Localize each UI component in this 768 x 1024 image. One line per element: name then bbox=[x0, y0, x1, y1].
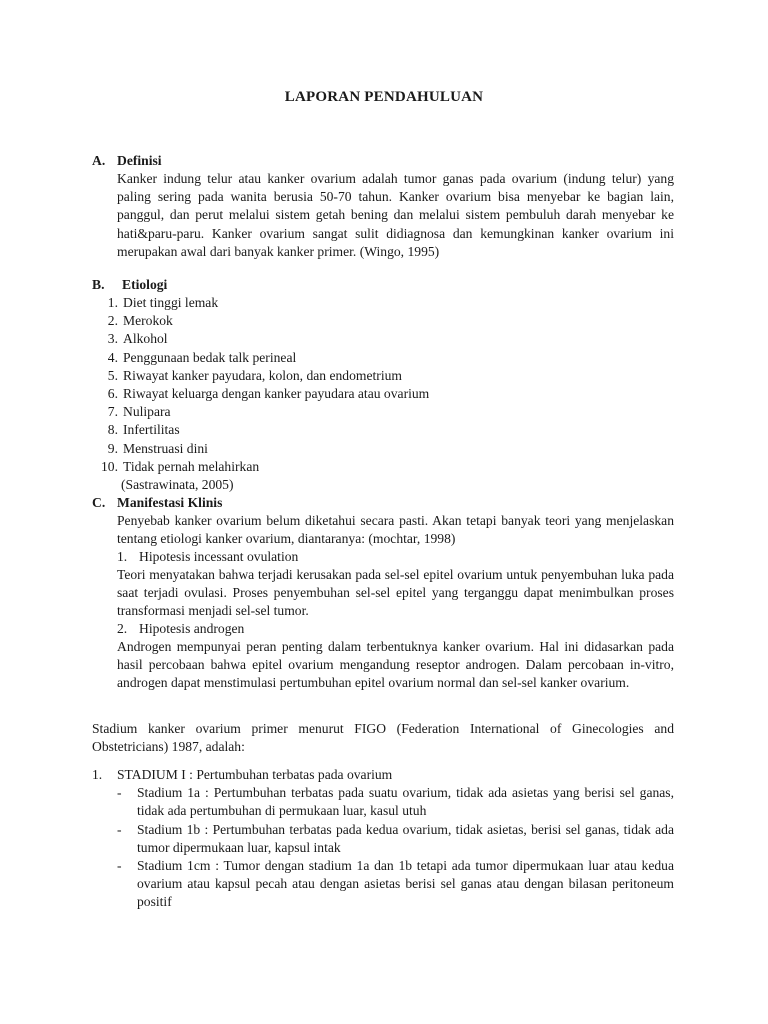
stage-1b-item bbox=[117, 821, 674, 857]
list-item: 1. Diet tinggi lemak bbox=[107, 295, 219, 310]
etiology-citation: (Sastrawinata, 2005) bbox=[121, 477, 234, 492]
list-item: 3. Alkohol bbox=[107, 331, 168, 347]
section-c-intro: Penyebab kanker ovarium belum diketahui secara pasti. Akan tetapi banyak teori yang menjelaskan tentang etiologi kanker ovarium, diantaranya: (mochtar, 1998) bbox=[117, 513, 674, 547]
stage-1c-text: Stadium 1cm : Tumor dengan stadium 1a dan 1b tetapi ada tumor dipermukaan luar atau kedua ovarium atau kapsul pecah atau dengan asietas berisi sel ganas atau dengan bilasan peritoneum positif bbox=[137, 858, 674, 910]
etiology-list bbox=[98, 294, 429, 476]
hypothesis-2-text: Androgen mempunyai peran penting dalam terbentuknya kanker ovarium. Hal ini didasarkan pada hasil percobaan bahwa epitel ovarium mengandung reseptor androgen. Dalam percobaan in-vitro, androgen dapat menstimulasi pertumbuhan epitel ovarium normal dan sel-sel kanker ovarium. bbox=[117, 639, 674, 691]
section-a-heading bbox=[92, 152, 162, 170]
document-title: LAPORAN PENDAHULUAN bbox=[284, 89, 484, 105]
hypothesis-1-heading: 1. Hipotesis incessant ovulation bbox=[117, 549, 299, 564]
list-item: 5. Riwayat kanker payudara, kolon, dan endometrium bbox=[107, 367, 402, 383]
list-item: 9. Menstruasi dini bbox=[107, 440, 208, 456]
section-a-marker: A. bbox=[92, 153, 106, 168]
stage-1a-text: Stadium 1a : Pertumbuhan terbatas pada suatu ovarium, tidak ada asietas yang berisi sel ganas, tidak ada pertumbuhan di permukaan luar, kasul utuh bbox=[137, 785, 674, 819]
list-item: 6. Riwayat keluarga dengan kanker payudara atau ovarium bbox=[107, 386, 430, 402]
stage-1b-text: Stadium 1b : Pertumbuhan terbatas pada kedua ovarium, tidak asietas, berisi sel ganas, tidak ada tumor dipermukaan luar, kapsul intak bbox=[137, 822, 674, 856]
dash-bullet: - bbox=[117, 785, 122, 800]
stage-1a-item bbox=[117, 784, 674, 820]
stage-1-heading: 1. STADIUM I : Pertumbuhan terbatas pada ovarium bbox=[92, 767, 393, 782]
section-b-title: Etiologi bbox=[122, 277, 168, 292]
list-item: 10. Tidak pernah melahirkan bbox=[101, 458, 260, 474]
dash-bullet: - bbox=[117, 822, 122, 837]
hypothesis-1-text: Teori menyatakan bahwa terjadi kerusakan pada sel-sel epitel ovarium untuk penyembuhan luka pada saat terjadi ovulasi. Proses penyembuhan sel-sel epitel yang terganggu dapat menimbulkan proses transformasi menjadi sel-sel tumor. bbox=[117, 567, 674, 619]
list-item: 8. Infertilitas bbox=[107, 422, 180, 438]
section-b-marker: B. bbox=[92, 277, 105, 292]
section-c-title: Manifestasi Klinis bbox=[117, 495, 223, 510]
section-a-title: Definisi bbox=[117, 153, 162, 168]
section-b-heading bbox=[92, 276, 167, 294]
section-a-text: Kanker indung telur atau kanker ovarium adalah tumor ganas pada ovarium (indung telur) yang paling sering pada wanita berusia 50-70 tahun. Kanker ovarium bisa menyebar ke bagian lain, panggul, dan perut melalui sistem getah bening dan melalui sistem pembuluh darah menyebar ke hati&paru-paru. Kanker ovarium sangat sulit didiagnosa dan kemungkinan kanker ovarium ini merupakan awal dari banyak kanker primer. (Wingo, 1995) bbox=[117, 171, 674, 259]
list-item: 7. Nulipara bbox=[107, 404, 171, 420]
hypothesis-2-heading: 2. Hipotesis androgen bbox=[117, 621, 245, 636]
dash-bullet: - bbox=[117, 858, 122, 873]
section-c-heading bbox=[92, 494, 222, 512]
list-item: 4. Penggunaan bedak talk perineal bbox=[107, 349, 297, 365]
list-item: 2. Merokok bbox=[107, 313, 173, 329]
stage-1c-item bbox=[117, 857, 674, 912]
section-c-marker: C. bbox=[92, 495, 106, 510]
staging-intro: Stadium kanker ovarium primer menurut FIGO (Federation International of Ginecologies and Obstetricians) 1987, adalah: bbox=[92, 721, 674, 755]
